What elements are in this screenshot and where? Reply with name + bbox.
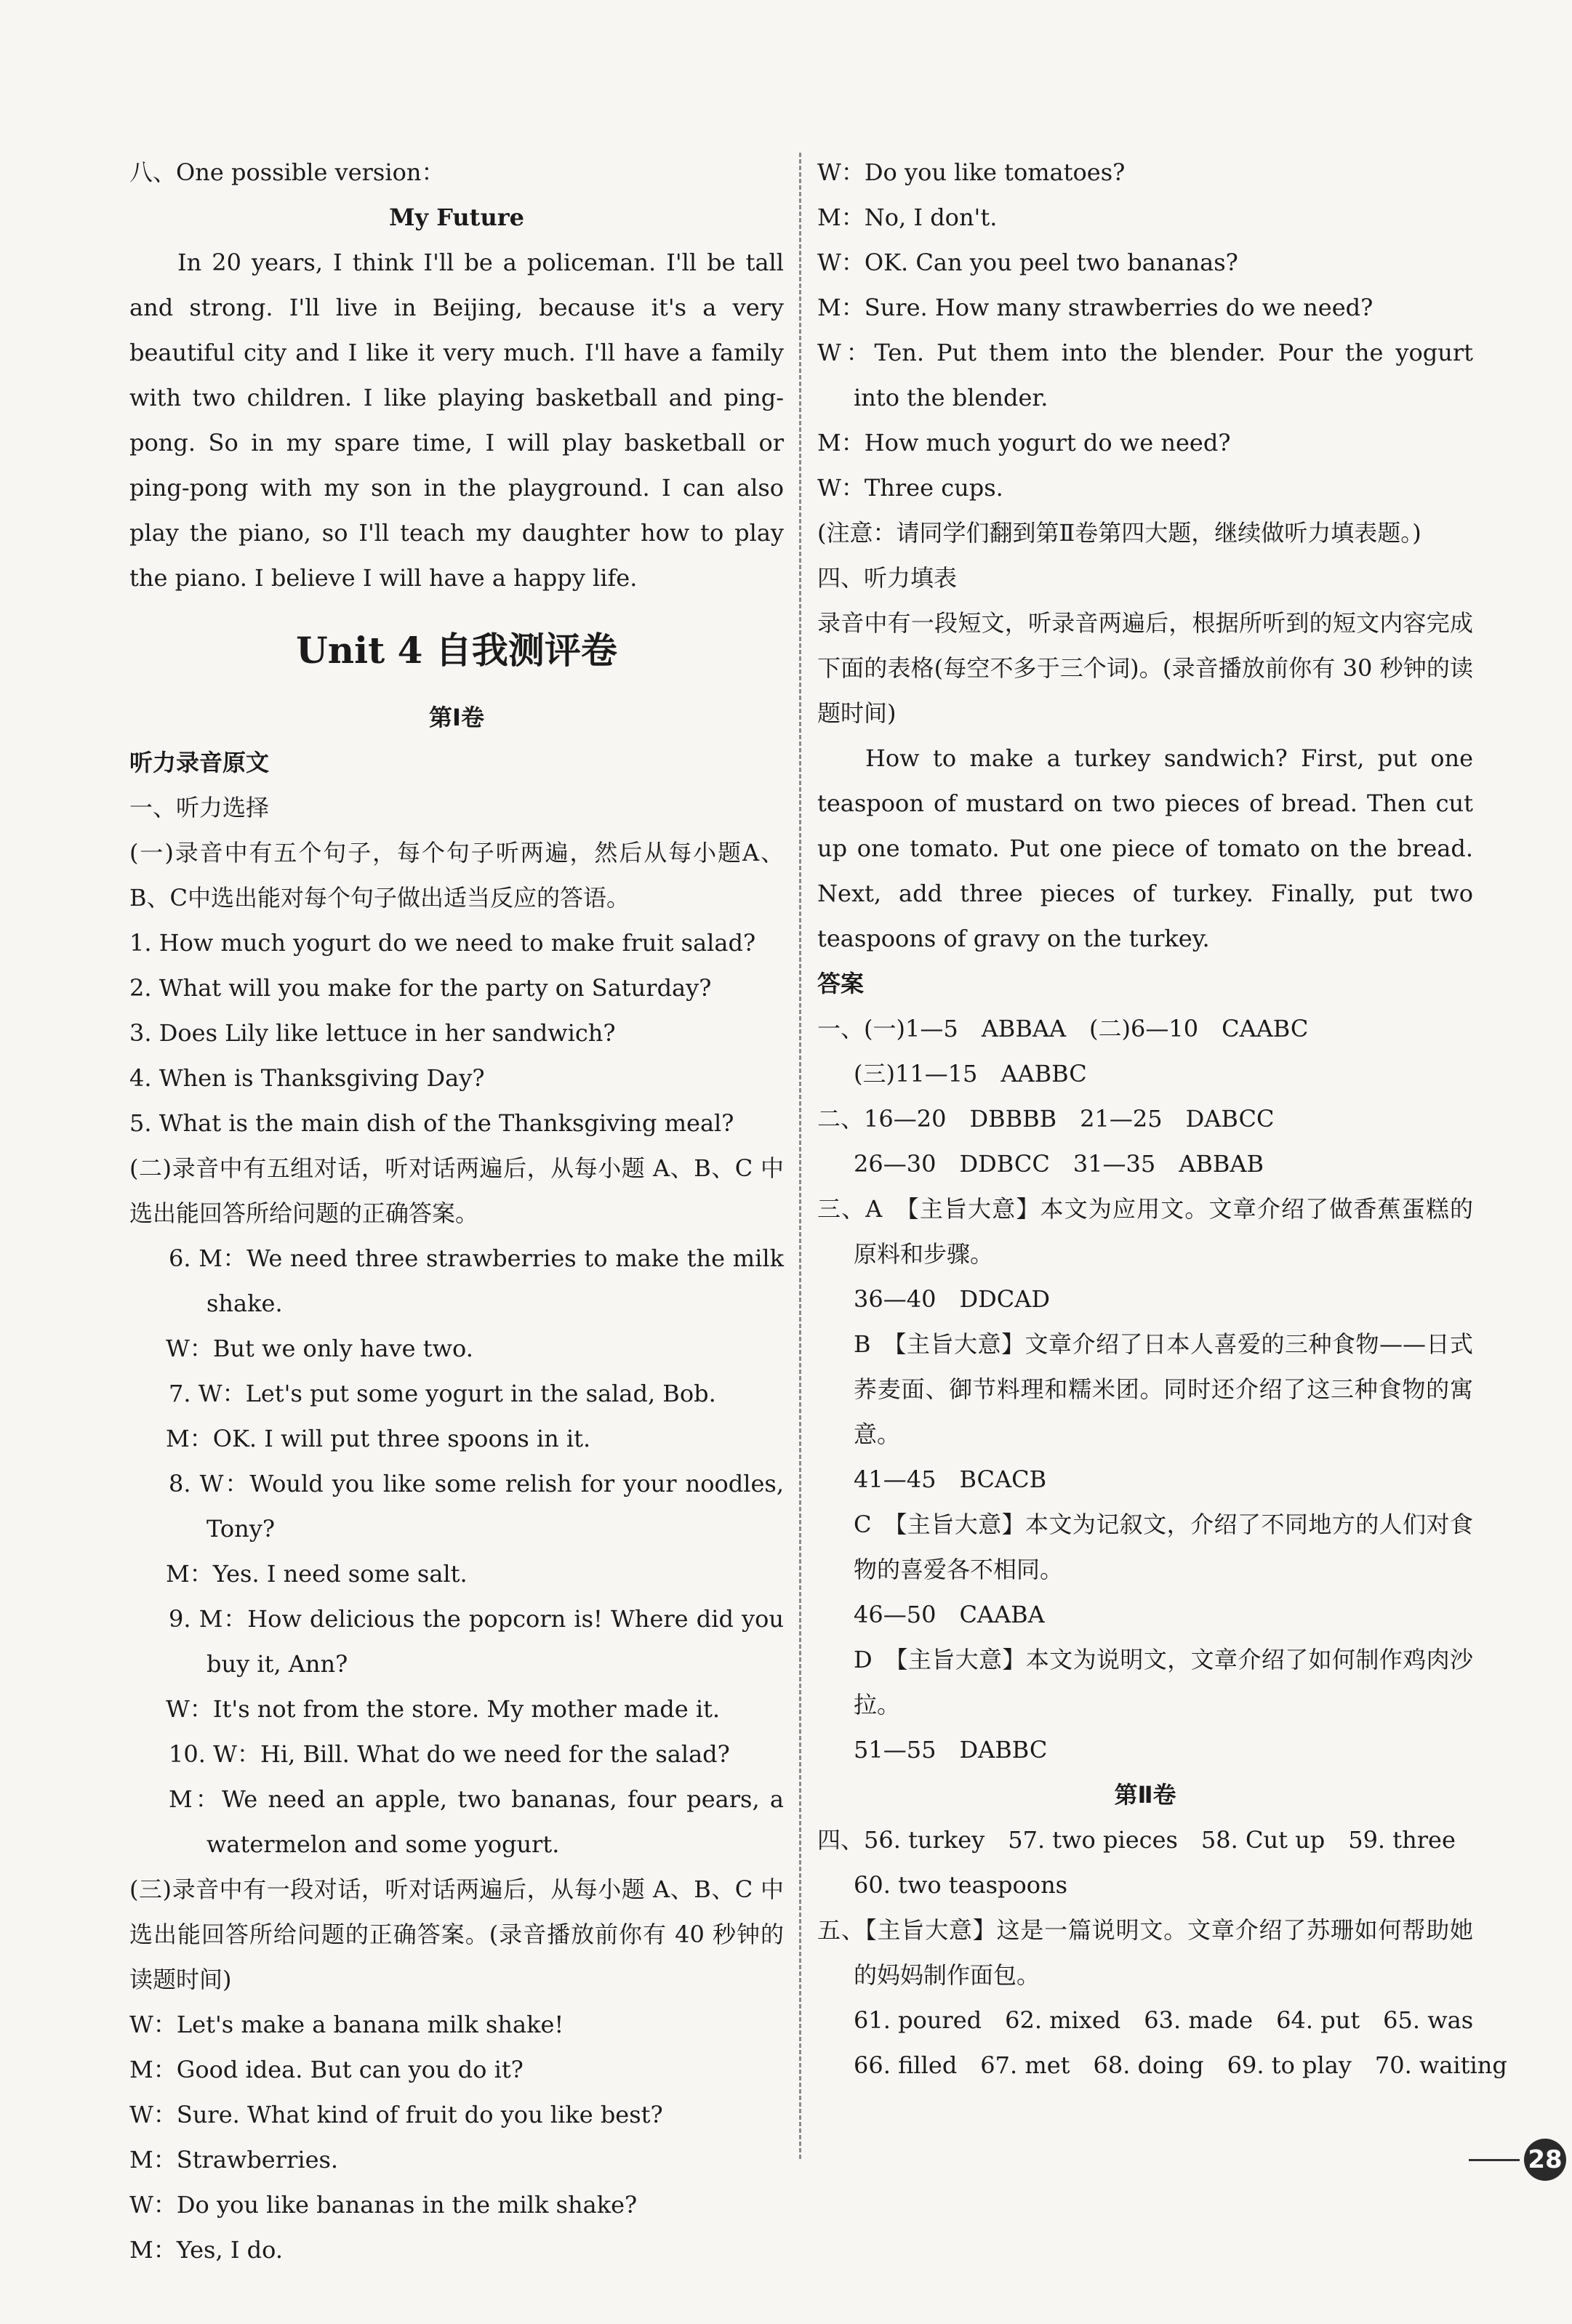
conversation-line: M：Yes, I do. [129, 2236, 283, 2264]
dialogue-8 [129, 1461, 792, 1596]
answer-summary: D 【主旨大意】本文为说明文，文章介绍了如何制作鸡肉沙拉。 [854, 1646, 1473, 1718]
page-number [1469, 2139, 1566, 2181]
conversation-line: M：How much yogurt do we need? [817, 429, 1231, 457]
answer-row: (三)11—15 AABBC [854, 1060, 1087, 1087]
answer-summary: 三、A 【主旨大意】本文为应用文。文章介绍了做香蕉蛋糕的原料和步骤。 [817, 1195, 1473, 1268]
dialogue-number: 8. [169, 1470, 200, 1497]
dialogue-line-a: M：How delicious the popcorn is! Where did you buy it, Ann? [198, 1605, 792, 1678]
sentence-item: 5. What is the main dish of the Thanksgiving meal? [129, 1109, 734, 1137]
answer-summary: B 【主旨大意】文章介绍了日本人喜爱的三种食物——日式荞麦面、御节料理和糯米团。同时还介绍了这三种食物的寓意。 [854, 1330, 1473, 1448]
essay-title: My Future [389, 204, 524, 231]
sentence-item: 4. When is Thanksgiving Day? [129, 1064, 485, 1092]
answer-row: 四、56. turkey 57. two pieces 58. Cut up 59. three [817, 1826, 1456, 1854]
conversation-line: M：Good idea. But can you do it? [129, 2056, 524, 2083]
dialogue-line-b: M：Yes. I need some salt. [166, 1560, 468, 1588]
unit-title: Unit 4 自我测评卷 [296, 629, 617, 672]
dialogue-6 [129, 1236, 792, 1371]
dialogue-line-b: W：But we only have two. [166, 1335, 473, 1362]
answer-key: 36—40 DDCAD [854, 1285, 1051, 1313]
dialogue-line-b: M：We need an apple, two bananas, four pears, a watermelon and some yogurt. [169, 1785, 792, 1858]
dialogue-line [129, 1732, 784, 1777]
answer-row: 26—30 DDBCC 31—35 ABBAB [854, 1150, 1264, 1178]
dialogue-number: 10. [169, 1740, 214, 1768]
listening-title: 听力录音原文 [129, 749, 270, 776]
answer-row: 61. poured 62. mixed 63. made 64. put 65. was [854, 2006, 1474, 2034]
essay-body: In 20 years, I think I'll be a policeman. I'll be tall and strong. I'll live in Beijing, because it's a very beautiful city and I like it very much. I'll have a family with two children. I like playing basketball and ping-pong. So in my spare time, I will play basketball or ping-pong with my son in the playground. I can also play the piano, so I'll teach my daughter how to play the piano. I believe I will have a happy life. [129, 249, 792, 592]
answer-key: 41—45 BCACB [854, 1465, 1047, 1493]
note-text: (注意：请同学们翻到第Ⅱ卷第四大题，继续做听力填表题。) [817, 519, 1421, 547]
passage-text: How to make a turkey sandwich? First, put one teaspoon of mustard on two pieces of bread. Then cut up one tomato. Put one piece of tomato on the bread. Next, add three pieces of turkey. Finally, put two teaspoons of gravy on the turkey. [817, 744, 1481, 952]
section4-intro: 录音中有一段短文，听录音两遍后，根据所听到的短文内容完成下面的表格(每空不多于三个词)。(录音播放前你有 30 秒钟的读题时间) [817, 609, 1473, 727]
answer-summary: C 【主旨大意】本文为记叙文，介绍了不同地方的人们对食物的喜爱各不相同。 [854, 1511, 1473, 1583]
conversation-line: M：No, I don't. [817, 204, 998, 231]
conversation-line: W：OK. Can you peel two bananas? [817, 249, 1238, 276]
dialogue-10 [129, 1732, 792, 1867]
part-c-intro: (三)录音中有一段对话，听对话两遍后，从每小题 A、B、C 中选出能回答所给问题的正确答案。(录音播放前你有 40 秒钟的读题时间) [129, 1875, 784, 1993]
section1-heading: 一、听力选择 [129, 794, 270, 821]
conversation-line: W：Let's make a banana milk shake! [129, 2011, 564, 2038]
sentence-item: 3. Does Lily like lettuce in her sandwich? [129, 1019, 616, 1047]
sentence-item: 1. How much yogurt do we need to make fruit salad? [129, 929, 756, 957]
conversation-line: W：Do you like tomatoes? [817, 158, 1126, 186]
dialogue-line [129, 1596, 792, 1686]
answers-title: 答案 [817, 970, 865, 997]
dialogue-line [129, 1371, 784, 1416]
part1-title: 第Ⅰ卷 [429, 704, 484, 731]
right-column [817, 150, 1507, 2088]
conversation-line: M：Strawberries. [129, 2146, 339, 2174]
part2-title: 第Ⅱ卷 [1114, 1781, 1176, 1809]
dialogue-number: 9. [169, 1605, 199, 1633]
page-number-badge: 28 [1524, 2139, 1566, 2181]
answer-key: 51—55 DABBC [854, 1736, 1048, 1764]
sentence-item: 2. What will you make for the party on Saturday? [129, 974, 712, 1002]
dialogue-line-a: W：Would you like some relish for your noodles, Tony? [199, 1470, 792, 1543]
dialogue-9 [129, 1596, 792, 1732]
dialogue-line-b: W：It's not from the store. My mother made it. [166, 1695, 721, 1723]
dialogue-line-b: M：OK. I will put three spoons in it. [166, 1425, 591, 1452]
dialogue-line-a: W：Let's put some yogurt in the salad, Bob. [198, 1380, 716, 1407]
dialogue-line-a: M：We need three strawberries to make the milk shake. [198, 1245, 792, 1317]
part-a-intro: (一)录音中有五个句子，每个句子听两遍，然后从每小题A、B、C中选出能对每个句子做出适当反应的答语。 [129, 839, 784, 912]
answer-row: 二、16—20 DBBBB 21—25 DABCC [817, 1105, 1275, 1133]
dialogue-line [129, 1236, 792, 1326]
conversation-line: W：Ten. Put them into the blender. Pour the yogurt into the blender. [817, 339, 1481, 411]
left-column [129, 150, 792, 2272]
conversation-line: W：Three cups. [817, 474, 1003, 502]
part-b-intro: (二)录音中有五组对话，听对话两遍后，从每小题 A、B、C 中选出能回答所给问题的正确答案。 [129, 1154, 784, 1227]
dialogue-line [129, 1461, 792, 1551]
page-number-dash [1469, 2159, 1520, 2161]
dialogue-number: 6. [169, 1245, 199, 1272]
column-divider [799, 153, 801, 2159]
conversation-line: W：Do you like bananas in the milk shake? [129, 2191, 638, 2219]
answer-key: 46—50 CAABA [854, 1601, 1045, 1628]
answer-row: 66. filled 67. met 68. doing 69. to play 70. waiting [854, 2051, 1507, 2079]
dialogue-7 [129, 1371, 784, 1461]
dialogue-line-a: W：Hi, Bill. What do we need for the salad? [213, 1740, 730, 1768]
answer-row: 60. two teaspoons [854, 1871, 1068, 1899]
conversation-line: W：Sure. What kind of fruit do you like best? [129, 2101, 663, 2128]
dialogue-number: 7. [169, 1380, 198, 1407]
essay-intro: 八、One possible version： [129, 158, 445, 186]
conversation-line: M：Sure. How many strawberries do we need? [817, 294, 1374, 321]
section4-heading: 四、听力填表 [817, 564, 958, 592]
answer-row: 一、(一)1—5 ABBAA (二)6—10 CAABC [817, 1015, 1309, 1042]
answer-summary: 五、【主旨大意】这是一篇说明文。文章介绍了苏珊如何帮助她的妈妈制作面包。 [817, 1916, 1473, 1989]
